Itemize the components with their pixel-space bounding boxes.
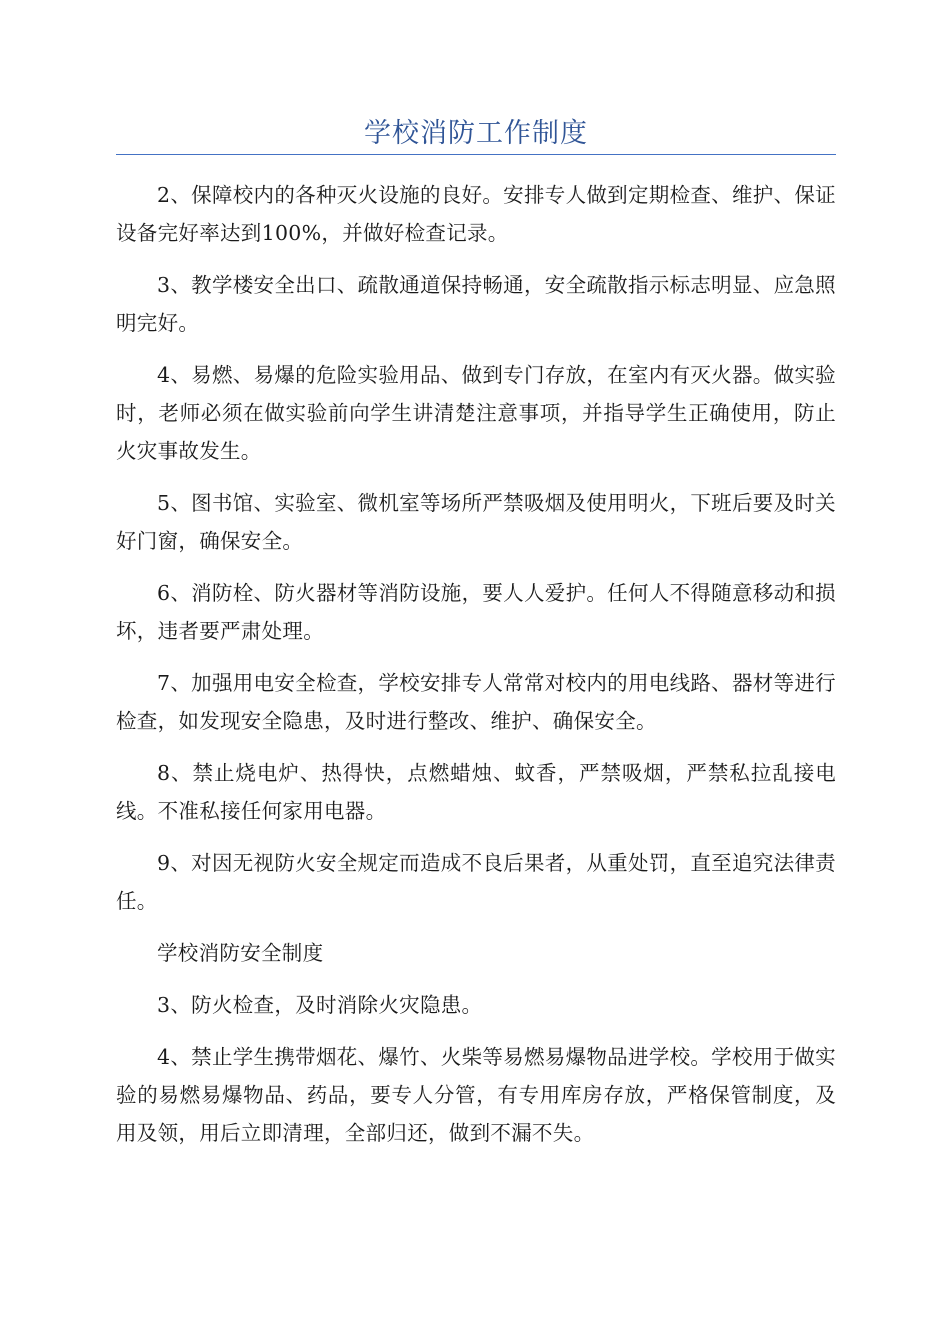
paragraph-item-3b: 3、防火检查，及时消除火灾隐患。 xyxy=(157,993,483,1017)
paragraph-item-4: 4、易燃、易爆的危险实验用品、做到专门存放，在室内有灭火器。做实验时，老师必须在做实验前向学生讲清楚注意事项，并指导学生正确使用，防止火灾事故发生。 xyxy=(116,363,836,463)
section-heading: 学校消防安全制度 xyxy=(157,941,324,965)
document-title: 学校消防工作制度 xyxy=(364,118,588,149)
title-underline xyxy=(116,154,836,155)
paragraph-item-6: 6、消防栓、防火器材等消防设施，要人人爱护。任何人不得随意移动和损坏，违者要严肃处理。 xyxy=(116,581,836,643)
paragraph-item-3: 3、教学楼安全出口、疏散通道保持畅通，安全疏散指示标志明显、应急照明完好。 xyxy=(116,273,836,335)
paragraph-item-7: 7、加强用电安全检查，学校安排专人常常对校内的用电线路、器材等进行检查，如发现安全隐患，及时进行整改、维护、确保安全。 xyxy=(116,671,836,733)
paragraph-item-8: 8、禁止烧电炉、热得快，点燃蜡烛、蚊香，严禁吸烟，严禁私拉乱接电线。不准私接任何家用电器。 xyxy=(116,761,836,823)
paragraph-item-2: 2、保障校内的各种灭火设施的良好。安排专人做到定期检查、维护、保证设备完好率达到100%，并做好检查记录。 xyxy=(116,183,836,245)
paragraph-item-5: 5、图书馆、实验室、微机室等场所严禁吸烟及使用明火，下班后要及时关好门窗，确保安全。 xyxy=(116,491,836,553)
document-body xyxy=(116,176,836,1166)
paragraph-item-9: 9、对因无视防火安全规定而造成不良后果者，从重处罚，直至追究法律责任。 xyxy=(116,851,836,913)
paragraph-item-4b: 4、禁止学生携带烟花、爆竹、火柴等易燃易爆物品进学校。学校用于做实验的易燃易爆物品、药品，要专人分管，有专用库房存放，严格保管制度，及用及领，用后立即清理，全部归还，做到不漏不失。 xyxy=(116,1045,836,1145)
